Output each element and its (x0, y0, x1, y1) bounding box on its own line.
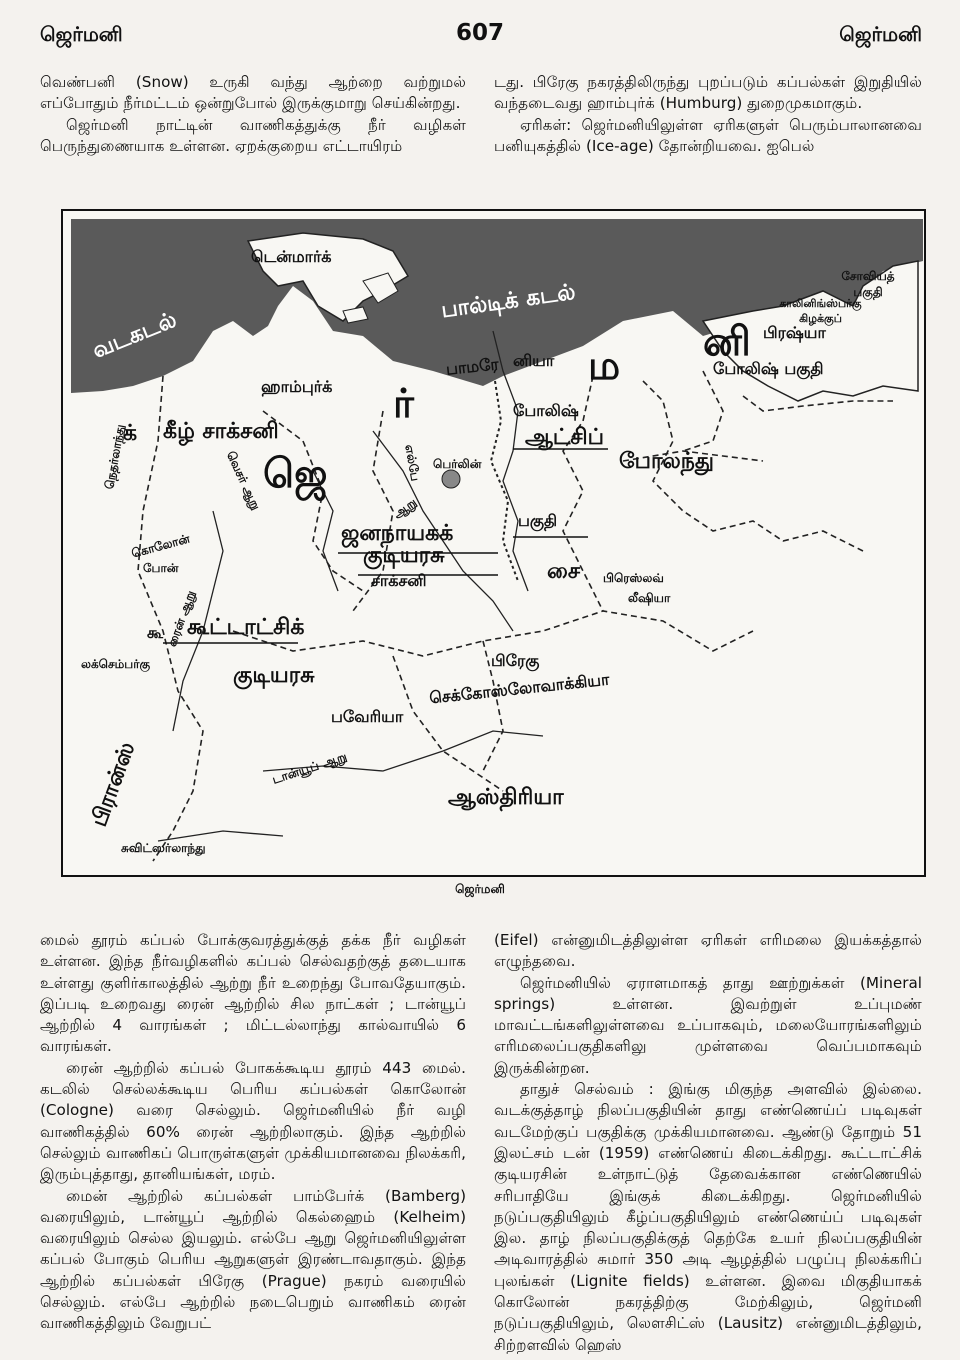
bottom-left-column (40, 930, 466, 1335)
germany-map (61, 209, 926, 877)
label-si-letter: சை (547, 559, 580, 584)
label-ma-letter: ம (588, 343, 621, 389)
label-elbe: எல்பே (402, 443, 423, 483)
label-saxony: சாக்சனி (371, 571, 427, 590)
label-aaru: ஆறு (390, 495, 420, 522)
page-number: 607 (455, 20, 504, 46)
paragraph: மைன் ஆற்றில் கப்பல்கள் பாம்பேர்க் (Bamberg) வரையிலும், டான்யூப் ஆற்றில் கெல்ஹைம் (Kelheim) வரையிலும் செல்ல இயலும். எல்பே ஆறு ஜெர்மனியிலுள்ள கப்பல் போகும் பெரிய ஆறுகளுள் இரண்டாவதாகும். இந்த ஆற்றில் கப்பல்கள் பிரேகு (Prague) நகரம் வரையில் செல்லும். எல்பே ஆற்றில் நடைபெறும் வாணிகம் ரைன் வாணிகத்திலும் வேறுபட் (40, 1186, 466, 1333)
label-polish-a: போலிஷ் (513, 401, 579, 420)
label-rr-letter: ர் (393, 381, 414, 427)
paragraph: வெண்பனி (Snow) உருகி வந்து ஆற்றை வற்றுமல் எப்போதும் நீர்மட்டம் ஒன்றுபோல் இருக்குமாறு செய்கின்றது. (40, 73, 466, 113)
label-soviet-area: சோவியத் பகுதி (841, 269, 895, 299)
running-head-left: ஜெர்மனி (40, 22, 123, 46)
label-democratic: ஜனநாயகக் (341, 521, 454, 546)
top-left-column (40, 72, 466, 157)
label-kaliningrad: காலினிங்ஸ்பர்கு கிழக்குப் (779, 297, 862, 325)
label-hamburg: ஹாம்புர்க் (261, 377, 333, 396)
label-silesia: லீஷியா (628, 591, 671, 605)
top-right-column (494, 72, 922, 157)
paragraph: ரைன் ஆற்றில் கப்பல் போகக்கூடிய தூரம் 443 மைல். கடலில் செல்லக்கூடிய பெரிய கப்பல்கள் கொலோன் (Cologne) வரை செல்லும். ஜெர்மனியில் நீர் வழி வாணிகத்தில் 60% ரைன் ஆற்றிலாகும். இந்த ஆற்றில் செல்லும் வாணிகப் பொருள்களுள் முக்கியமானவை நிலக்கரி, இரும்புத்தாது, தானியங்கள், மரம். (40, 1058, 466, 1184)
label-north-sea: வடகடல் (88, 307, 181, 364)
bottom-right-column (494, 930, 922, 1356)
paragraph: ஏரிகள்: ஜெர்மனியிலுள்ள ஏரிகளுள் பெரும்பாலானவை பனியுகத்தில் (Ice-age) தோன்றியவை. ஐபெல் (494, 115, 922, 155)
label-austria: ஆஸ்திரியா (448, 785, 564, 810)
rivers (158, 331, 543, 841)
label-poland: போலந்து (619, 449, 714, 474)
label-breslau: பிரெஸ்லவ் (603, 571, 664, 585)
label-pomerania-a: பாமரே (445, 354, 500, 379)
label-czechoslovakia: செக்கோஸ்லோவாக்கியா (428, 669, 611, 708)
label-berlin: பெர்லின் (433, 457, 482, 471)
label-polish-b: ஆட்சிப் (525, 425, 604, 450)
label-weser: வெசர் ஆறு (223, 449, 264, 513)
label-ke-letter: க் (123, 421, 138, 446)
label-bavaria: பவேரியா (331, 707, 404, 726)
label-netherlands: நெதர்லாந்து (102, 423, 128, 491)
label-pomerania-b: னியா (513, 351, 555, 370)
label-ni-letter: னி (703, 319, 751, 365)
label-denmark: டென்மார்க் (251, 247, 332, 266)
label-france: பிரான்ஸ் (86, 738, 141, 831)
paragraph: மைல் தூரம் கப்பல் போக்குவரத்துக்குத் தக்க நீர் வழிகள் உள்ளன. இந்த நீர்வழிகளில் கப்பல் செல்வதற்குத் தடையாக உள்ளது குளிர்காலத்தில் ஆற்று நீர் உறைந்து போவதேயாகும். இப்படி உறைவது ரைன் ஆற்றில் சில நாட்கள் ; டான்யூப் ஆற்றில் 4 வாரங்கள் ; மிட்டல்லாந்து கால்வாயில் 6 வாரங்கள். (40, 931, 466, 1056)
label-federal: கூட்டாட்சிக் (187, 615, 305, 640)
label-switzerland: சுவிட்ஸர்லாந்து (121, 841, 206, 855)
paragraph: (Eifel) என்னுமிடத்திலுள்ள ஏரிகள் எரிமலை இயக்கத்தால் எழுந்தவை. (494, 931, 922, 971)
label-cologne: கொலோன் (129, 531, 192, 561)
label-baltic-sea: பால்டிக் கடல் (439, 279, 578, 324)
label-part: பகுதி (518, 511, 558, 530)
label-republic-2: குடியரசு (233, 663, 315, 688)
label-polish-part-east: போலிஷ் பகுதி (713, 359, 824, 378)
label-danube: டான்யூப் ஆறு (270, 749, 349, 787)
label-je-letter: ஜெ (263, 451, 328, 497)
label-lower-saxony: கீழ் சாக்சனி (163, 419, 279, 444)
running-head-right: ஜெர்மனி (839, 22, 922, 46)
paragraph: ஜெர்மனி நாட்டின் வாணிகத்துக்கு நீர் வழிகள் பெருந்துணையாக உள்ளன. ஏறக்குறைய எட்டாயிரம் (40, 115, 466, 155)
label-rhine: ரைன் ஆறு (164, 588, 198, 649)
label-prague: பிரேகு (491, 651, 540, 670)
figure-caption: ஜெர்மனி (455, 882, 505, 896)
paragraph: தாதுச் செல்வம் : இங்கு மிகுந்த அளவில் இல்லை. வடக்குத்தாழ் நிலப்பகுதியின் தாது எண்ணெய்ப் படிவுகள் வடமேற்குப் பகுதிக்கு முக்கியமானவை. ஆண்டு தோறும் 51 இலட்சம் டன் (1959) எண்ணெய் கிடைக்கிறது. கூட்டாட்சிக் குடியரசின் உள்நாட்டுத் தேவைக்கான எண்ணெயில் சரிபாதியே இங்குக் கிடைக்கிறது. ஜெர்மனியில் நடுப்பகுதியிலும் கீழ்ப்பகுதியிலும் எண்ணெய்ப் படிவுகள் இல. தாழ் நிலப்பகுதிக்குத் தெற்கே உயர் நிலப்பகுதியின் அடிவாரத்தில் சுமார் 350 அடி ஆழத்தில் பழுப்பு நிலக்கரிப் புலங்கள் (Lignite fields) உள்ளன. இவை மிகுதியாகக் கொலோன் நகரத்திற்கு மேற்கிலும், ஜெர்மனி நடுப்பகுதியிலும், லௌசிட்ஸ் (Lausitz) என்னுமிடத்திலும், சிற்றளவில் ஹெஸ் (494, 1080, 922, 1354)
paragraph: ஜெர்மனியில் ஏராளமாகத் தாது ஊற்றுக்கள் (Mineral springs) உள்ளன. இவற்றுள் உப்புமண் மாவட்டங்களிலுள்ளவை உப்பாகவும், மலையோரங்களிலும் எரிமலைப்பகுதிகளிலு முள்ளவை வெப்பமாகவும் இருக்கின்றன. (494, 973, 922, 1077)
label-bonn: போன் (143, 561, 179, 575)
label-luxembourg: லக்செம்பர்கு (81, 657, 151, 671)
label-ko-letter: கூ (147, 623, 164, 642)
label-republic-1: குடியரசு (363, 543, 445, 568)
label-prussia: பிரஷ்யா (763, 323, 826, 342)
paragraph: டது. பிரேகு நகரத்திலிருந்து புறப்படும் கப்பல்கள் இறுதியில் வந்தடைவது ஹாம்புர்க் (Humburg) துறைமுகமாகும். (494, 73, 922, 113)
